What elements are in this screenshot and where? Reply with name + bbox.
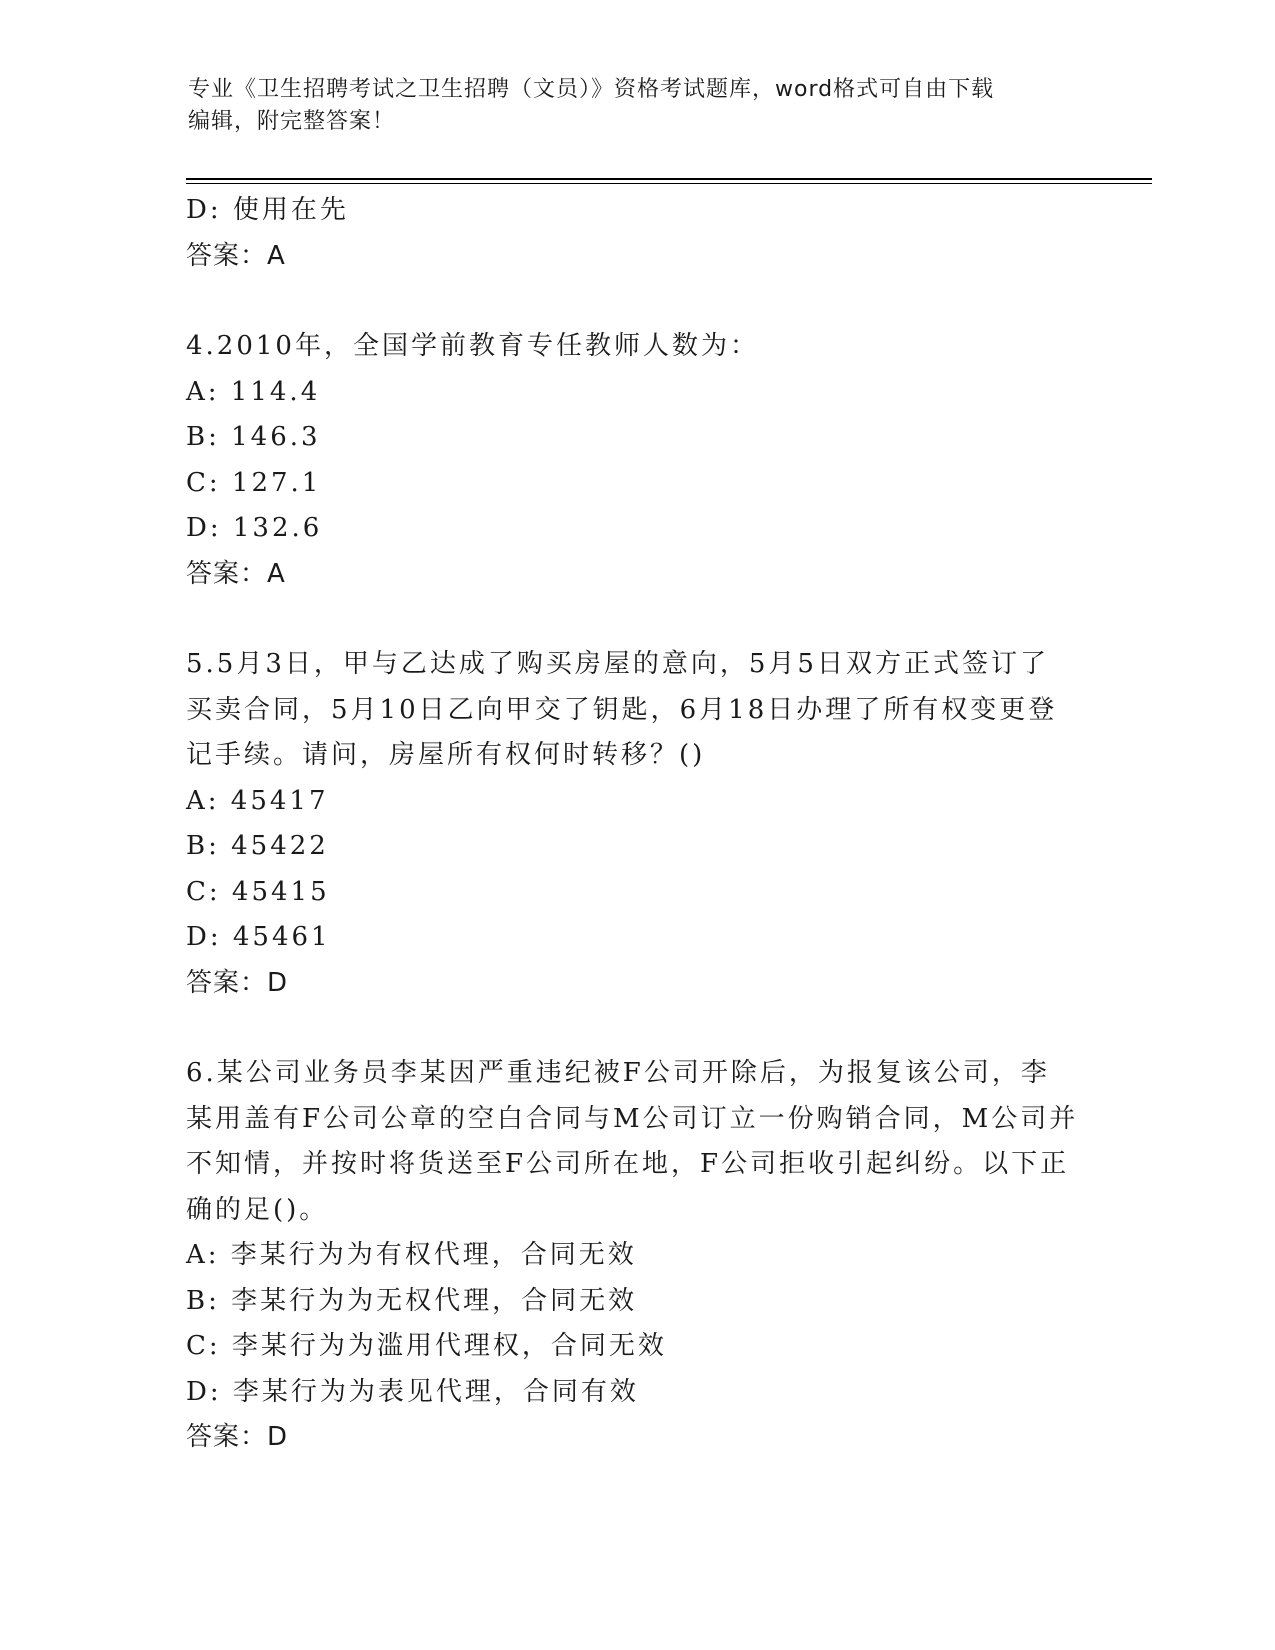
question-line: 确的足()。 (186, 1194, 329, 1225)
header-line-1: 专业《卫生招聘考试之卫生招聘（文员）》资格考试题库，word格式可自由下载 (188, 77, 995, 102)
question-line: 5.5月3日，甲与乙达成了购买房屋的意向，5月5日双方正式签订了 (186, 649, 1049, 679)
header-rule-thick (186, 178, 1152, 180)
spacer (186, 597, 1086, 642)
question-5-option-b: B: 45422 (186, 831, 329, 861)
question-content (186, 188, 1086, 1461)
prev-option-d: D: 使用在先 (186, 195, 349, 225)
question-5-answer: 答案：D (186, 967, 289, 998)
question-6-text (186, 1051, 1086, 1233)
question-line: 6.某公司业务员李某因严重违纪被F公司开除后，为报复该公司，李 (186, 1058, 1050, 1088)
question-5-text (186, 642, 1086, 779)
question-line: 不知情，并按时将货送至F公司所在地，F公司拒收引起纠纷。以下正 (186, 1149, 1070, 1179)
question-line: 记手续。请问，房屋所有权何时转移？() (186, 740, 706, 770)
question-6-answer: 答案：D (186, 1422, 289, 1452)
question-4-option-a: A: 114.4 (186, 376, 321, 407)
question-6 (186, 1051, 1086, 1461)
question-5-option-c: C: 45415 (186, 876, 330, 907)
question-4-option-d: D: 132.6 (186, 513, 323, 543)
question-line: 4.2010年，全国学前教育专任教师人数为： (186, 331, 759, 361)
question-6-option-a: A: 李某行为为有权代理，合同无效 (186, 1240, 637, 1270)
document-header (188, 74, 1088, 138)
question-6-option-d: D: 李某行为为表见代理，合同有效 (186, 1376, 639, 1407)
header-line-2: 编辑，附完整答案！ (188, 109, 396, 134)
question-line: 买卖合同，5月10日乙向甲交了钥匙，6月18日办理了所有权变更登 (186, 694, 1058, 725)
question-5 (186, 642, 1086, 1006)
question-4-option-c: C: 127.1 (186, 467, 322, 498)
spacer (186, 1006, 1086, 1051)
question-4 (186, 324, 1086, 597)
question-4-answer: 答案：A (186, 558, 286, 589)
prev-answer: 答案：A (186, 240, 286, 271)
question-6-option-b: B: 李某行为为无权代理，合同无效 (186, 1285, 638, 1316)
question-5-option-a: A: 45417 (186, 785, 329, 816)
header-rule-thin (186, 183, 1152, 184)
question-line: 某用盖有F公司公章的空白合同与M公司订立一份购销合同，M公司并 (186, 1103, 1079, 1134)
question-4-text (186, 324, 1086, 370)
question-6-option-c: C: 李某行为为滥用代理权，合同无效 (186, 1331, 667, 1361)
question-5-option-d: D: 45461 (186, 922, 331, 952)
question-4-option-b: B: 146.3 (186, 422, 321, 452)
spacer (186, 279, 1086, 324)
